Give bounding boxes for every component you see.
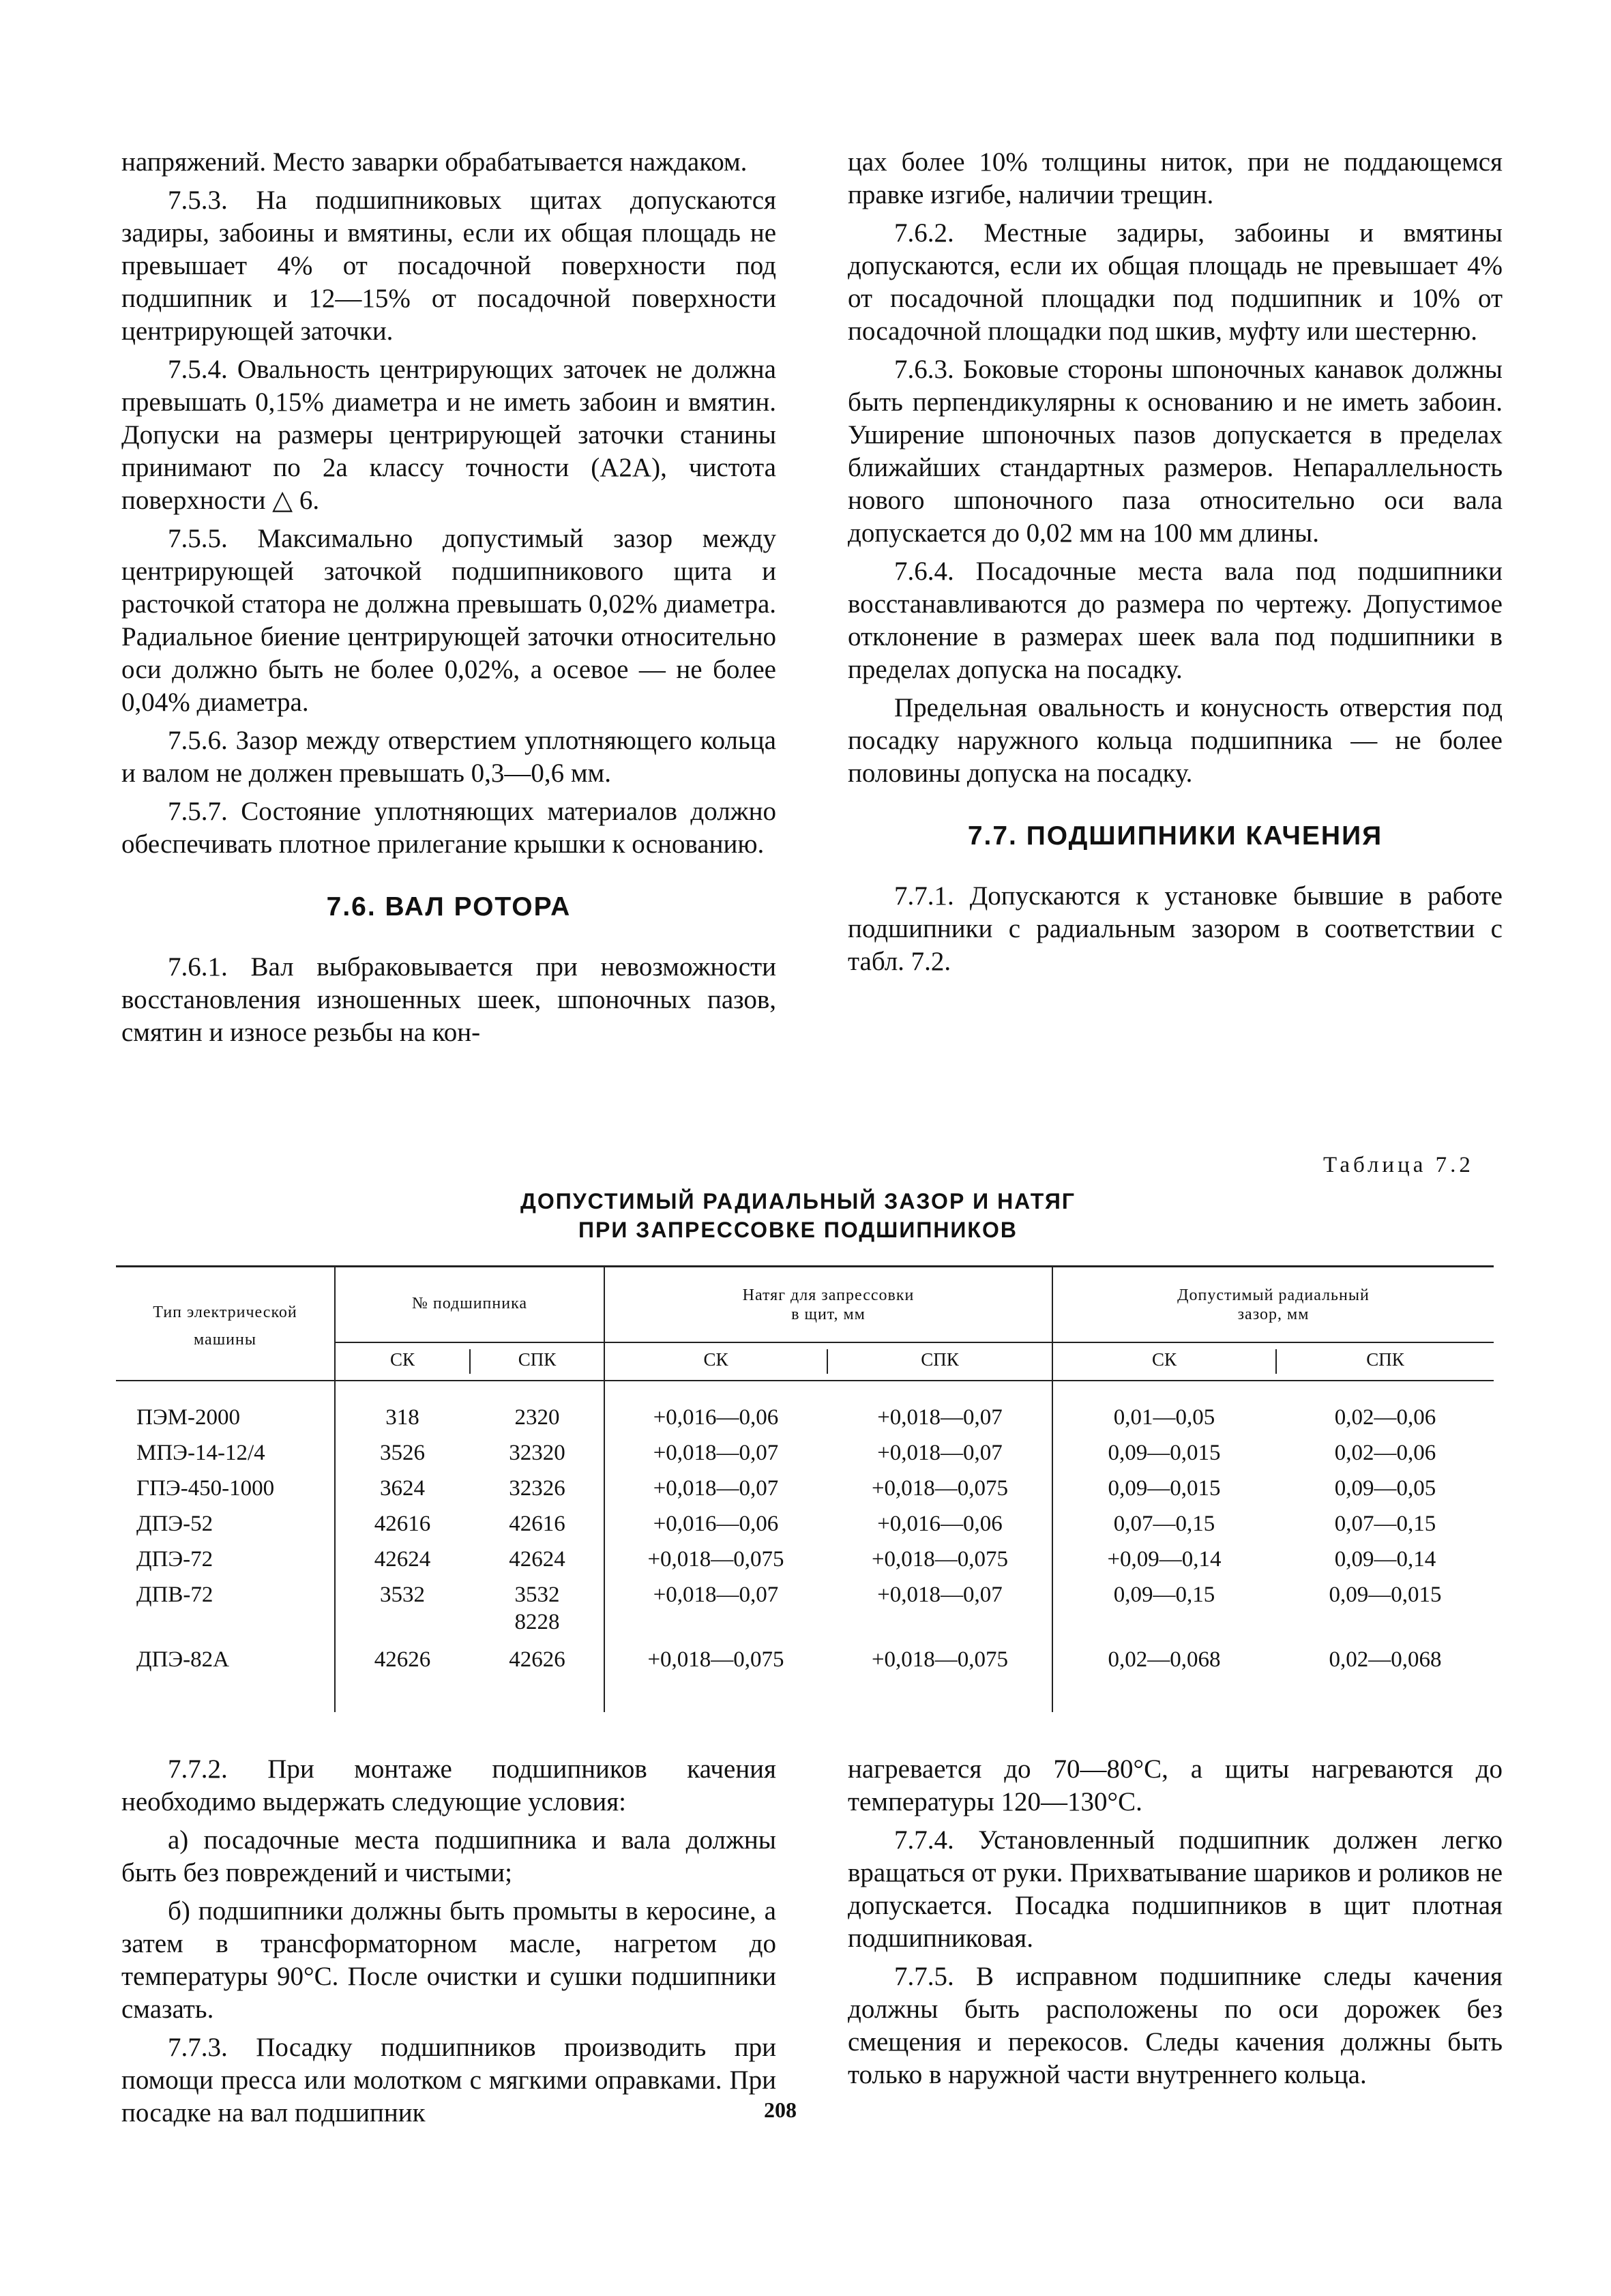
- table-cell: 3532: [380, 1583, 425, 1607]
- header-spk: СПК: [1366, 1349, 1404, 1370]
- header-sk: СК: [1151, 1349, 1177, 1370]
- table-cell: +0,018—0,075: [871, 1476, 1009, 1501]
- table-cell: 42616: [509, 1512, 565, 1536]
- header-text: в щит, мм: [791, 1306, 866, 1323]
- header-spk: СПК: [518, 1349, 557, 1370]
- table-cell: +0,018—0,07: [653, 1583, 779, 1607]
- paragraph-7-6-1: 7.6.1. Вал выбраковывается при невозможности восстановления изношенных шеек, шпоночных пазов, смятин и износе резьбы на кон-: [121, 952, 776, 1047]
- table-cell: 3624: [380, 1476, 425, 1501]
- table-cell: 0,01—0,05: [1113, 1405, 1215, 1430]
- table-cell: +0,018—0,07: [877, 1441, 1003, 1465]
- table-cell: +0,016—0,06: [653, 1512, 779, 1536]
- table-cell: 0,02—0,06: [1334, 1441, 1436, 1465]
- table-cell: 2320: [514, 1405, 560, 1430]
- table-cell: 0,09—0,015: [1108, 1476, 1221, 1501]
- table-cell: +0,018—0,07: [877, 1583, 1003, 1607]
- paragraph-item-a: а) посадочные места подшипника и вала должны быть без повреждений и чистыми;: [121, 1825, 776, 1887]
- table-cell: 0,09—0,05: [1334, 1476, 1436, 1501]
- right-column-top: [848, 146, 1503, 978]
- table-cell-machine: ДПЭ-82А: [136, 1647, 229, 1672]
- paragraph-7-6-2: 7.6.2. Местные задиры, забоины и вмятины допускаются, если их общая площадь не превышает 4% от посадочной площадки под подшипник и 10% от посадочной площадки под шкив, муфту или шестерню.: [848, 218, 1503, 346]
- table-cell: 32320: [509, 1441, 565, 1465]
- table-cell: +0,016—0,06: [877, 1512, 1003, 1536]
- table-cell: 318: [385, 1405, 419, 1430]
- data-table: [116, 1265, 1494, 1712]
- table-cell-machine: МПЭ-14-12/4: [136, 1441, 265, 1465]
- table-cell: +0,018—0,075: [871, 1547, 1009, 1572]
- left-column-bottom: [121, 1753, 776, 2130]
- paragraph-7-6-4: 7.6.4. Посадочные места вала под подшипники восстанавливаются до размера по чертежу. Допустимое отклонение в размерах шеек вала под подшипники в пределах допуска на посадку.: [848, 557, 1503, 684]
- page-number: 208: [764, 2098, 797, 2122]
- table-cell: 0,09—0,15: [1113, 1583, 1215, 1607]
- table-cell: 8228: [514, 1610, 560, 1634]
- header-bearing-no: № подшипника: [411, 1295, 528, 1312]
- paragraph-7-5-7: 7.5.7. Состояние уплотняющих материалов должно обеспечивать плотное прилегание крышки к основанию.: [121, 797, 776, 859]
- section-heading-7-6: 7.6. ВАЛ РОТОРА: [326, 892, 572, 922]
- table-cell-machine: ГПЭ-450-1000: [136, 1476, 275, 1501]
- table-cell: 0,07—0,15: [1334, 1512, 1436, 1536]
- header-text: зазор, мм: [1237, 1306, 1310, 1323]
- table-cell: +0,018—0,07: [653, 1441, 779, 1465]
- table-cell: 0,09—0,015: [1329, 1583, 1442, 1607]
- table-rule: [336, 1342, 1494, 1343]
- header-interference: [605, 1286, 1052, 1324]
- table-cell-machine: ПЭМ-2000: [136, 1405, 240, 1430]
- header-spk: СПК: [921, 1349, 959, 1370]
- paragraph-7-7-3: 7.7.3. Посадку подшипников производить при помощи пресса или молотком с мягкими оправками. При посадке на вал подшипник: [121, 2033, 776, 2128]
- paragraph-7-5-4: 7.5.4. Овальность центрирующих заточек не должна превышать 0,15% диаметра и не иметь забоин и вмятин. Допуски на размеры центрирующей заточки станины принимают по 2а классу точности (А2А), чистота поверхности △ 6.: [121, 355, 776, 515]
- table-cell: 0,07—0,15: [1113, 1512, 1215, 1536]
- table-cell: 0,09—0,14: [1334, 1547, 1436, 1572]
- header-text: Натяг для запрессовки: [742, 1286, 915, 1304]
- table-cell: 0,02—0,068: [1108, 1647, 1221, 1672]
- header-text: Допустимый радиальный: [1177, 1286, 1370, 1304]
- table-cell: +0,018—0,075: [647, 1647, 784, 1672]
- header-clearance: [1053, 1286, 1494, 1324]
- table-cell: 42626: [374, 1647, 431, 1672]
- section-heading-7-7: 7.7. ПОДШИПНИКИ КАЧЕНИЯ: [967, 821, 1383, 851]
- table-cell: 42616: [374, 1512, 431, 1536]
- table-cell-machine: ДПВ-72: [136, 1583, 213, 1607]
- table-title-line: ПРИ ЗАПРЕССОВКЕ ПОДШИПНИКОВ: [578, 1218, 1018, 1242]
- paragraph-7-5-5: 7.5.5. Максимально допустимый зазор между центрирующей заточкой подшипникового щита и расточкой статора не должна превышать 0,02% диаметра. Радиальное биение центрирующей заточки относительно оси должно быть не более 0,02%, а осевое — не более 0,04% диаметра.: [121, 524, 776, 717]
- table-cell: +0,018—0,07: [653, 1476, 779, 1501]
- table-cell: +0,018—0,07: [877, 1405, 1003, 1430]
- table-cell: 3526: [380, 1441, 425, 1465]
- table-cell-machine: ДПЭ-72: [136, 1547, 213, 1572]
- table-cell: +0,016—0,06: [653, 1405, 779, 1430]
- table-rule: [116, 1380, 1494, 1381]
- table-cell: 42626: [509, 1647, 565, 1672]
- header-sk: СК: [389, 1349, 415, 1370]
- paragraph: Предельная овальность и конусность отверстия под посадку наружного кольца подшипника — не более половины допуска на посадку.: [848, 693, 1503, 788]
- paragraph-7-6-3: 7.6.3. Боковые стороны шпоночных канавок должны быть перпендикулярны к основанию и не иметь забоин. Уширение шпоночных пазов допускается в пределах ближайших стандартных размеров. Непараллельность нового шпоночного паза относительно оси вала допускается до 0,02 мм на 100 мм длины.: [848, 355, 1503, 548]
- right-column-bottom: [848, 1753, 1503, 2091]
- table-cell: 42624: [374, 1547, 431, 1572]
- header-machine-type: [116, 1303, 334, 1349]
- table-cell: +0,018—0,075: [871, 1647, 1009, 1672]
- paragraph: нагревается до 70—80°С, а щиты нагреваются до температуры 120—130°С.: [848, 1754, 1503, 1816]
- header-text: машины: [194, 1331, 256, 1349]
- table-cell: 0,02—0,068: [1329, 1647, 1442, 1672]
- table-label: Таблица 7.2: [1323, 1153, 1474, 1177]
- header-sk: СК: [703, 1349, 728, 1370]
- table-cell: 3532: [514, 1583, 560, 1607]
- header-text: Тип электрической: [153, 1304, 297, 1321]
- table-rule: [116, 1265, 1494, 1267]
- paragraph: цах более 10% толщины ниток, при не поддающемся правке изгибе, наличии трещин.: [848, 147, 1503, 209]
- paragraph-7-7-4: 7.7.4. Установленный подшипник должен легко вращаться от руки. Прихватывание шариков и роликов не допускается. Посадка подшипников в щит плотная подшипниковая.: [848, 1825, 1503, 1953]
- table-cell: +0,018—0,075: [647, 1547, 784, 1572]
- paragraph-7-7-2: 7.7.2. При монтаже подшипников качения необходимо выдержать следующие условия:: [121, 1754, 776, 1816]
- paragraph-item-b: б) подшипники должны быть промыты в керосине, а затем в трансформаторном масле, нагретом до температуры 90°С. После очистки и сушки подшипники смазать.: [121, 1896, 776, 2024]
- table-cell-machine: ДПЭ-52: [136, 1512, 213, 1536]
- table-cell: +0,09—0,14: [1107, 1547, 1222, 1572]
- paragraph-7-7-5: 7.7.5. В исправном подшипнике следы качения должны быть расположены по оси дорожек без смещения и перекосов. Следы качения должны быть только в наружной части внутреннего кольца.: [848, 1962, 1503, 2089]
- table-cell: 42624: [509, 1547, 565, 1572]
- paragraph-7-5-6: 7.5.6. Зазор между отверстием уплотняющего кольца и валом не должен превышать 0,3—0,6 мм.: [121, 726, 776, 788]
- left-column-top: [121, 146, 776, 1049]
- table-title: [341, 1187, 1255, 1244]
- paragraph: напряжений. Место заварки обрабатывается наждаком.: [121, 147, 748, 177]
- table-cell: 0,02—0,06: [1334, 1405, 1436, 1430]
- paragraph-7-5-3: 7.5.3. На подшипниковых щитах допускаются задиры, забоины и вмятины, если их общая площадь не превышает 4% от посадочной поверхности под подшипник и 12—15% от посадочной поверхности центрирующей заточки.: [121, 186, 776, 346]
- table-cell: 0,09—0,015: [1108, 1441, 1221, 1465]
- paragraph-7-7-1: 7.7.1. Допускаются к установке бывшие в работе подшипники с радиальным зазором в соответствии с табл. 7.2.: [848, 881, 1503, 976]
- table-title-line: ДОПУСТИМЫЙ РАДИАЛЬНЫЙ ЗАЗОР И НАТЯГ: [520, 1189, 1076, 1213]
- table-cell: 32326: [509, 1476, 565, 1501]
